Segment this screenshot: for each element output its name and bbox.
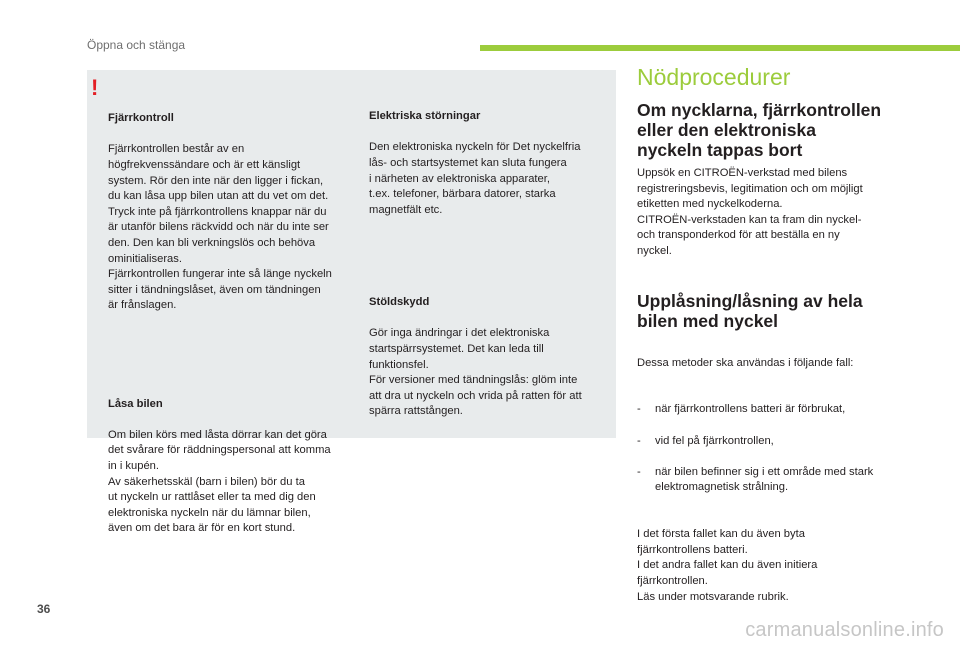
page-number: 36	[37, 602, 51, 616]
section-title: Nödprocedurer	[637, 64, 791, 90]
warning-heading: Låsa bilen	[108, 397, 163, 410]
exclamation-icon: !	[91, 75, 99, 100]
heading-lost-keys: Om nycklarna, fjärrkontrollen eller den elektroniska nyckeln tappas bort	[637, 100, 882, 160]
warning-text: Om bilen körs med låsta dörrar kan det göra det svårare för räddningspersonal att komma in i kupén. Av säkerhetsskäl (barn i bilen) bör du ta ut nyckeln ur rattlåset eller ta med dig den elektroniska nyckeln när du lämnar bilen, även om det bara är för en kort stund.	[108, 428, 331, 535]
paragraph-lost-keys: Uppsök en CITROËN-verkstad med bilens registreringsbevis, legitimation och om möjligt etiketten med nyckelkoderna. CITROËN-verkstaden kan ta fram din nyckel- och transponderkod för att beställa en ny nyckel.	[637, 167, 863, 257]
list-item: - vid fel på fjärrkontrollen,	[637, 434, 774, 447]
warning-text: Gör inga ändringar i det elektroniska startspärrsystemet. Det kan leda till funktionsfel. För versioner med tändningslås: glöm inte att dra ut nyckeln och vrida på ratten för att spärra rattstången.	[369, 327, 582, 418]
list-item: - när bilen befinner sig i ett område med stark elektromagnetisk strålning.	[637, 465, 874, 494]
running-header: Öppna och stänga	[87, 38, 186, 52]
warning-left-column	[108, 80, 356, 584]
list-item-text: när bilen befinner sig i ett område med stark elektromagnetisk strålning.	[655, 465, 874, 494]
conditions-list	[637, 387, 927, 512]
warning-heading: Fjärrkontroll	[108, 112, 174, 125]
watermark: carmanualsonline.info	[745, 619, 944, 641]
intro-text: Dessa metoder ska användas i följande fall:	[637, 356, 854, 369]
paragraph-manual-unlock	[637, 340, 927, 621]
warning-text: Den elektroniska nyckeln för Det nyckelfria lås- och startsystemet kan sluta fungera i närheten av elektroniska apparater, t.ex. telefoner, bärbara datorer, starka magnetfält etc.	[369, 141, 581, 216]
list-item-text: vid fel på fjärrkontrollen,	[655, 434, 774, 447]
warning-section	[108, 96, 356, 330]
warning-heading: Stöldskydd	[369, 296, 430, 309]
header-accent-bar	[480, 45, 960, 51]
warning-middle-column	[369, 78, 609, 467]
warning-text: Fjärrkontrollen består av en högfrekvenssändare och är ett känsligt system. Rör den inte när den ligger i fickan, du kan låsa upp bilen utan att du vet om det. Tryck inte på fjärrkontrollens knappar när du är utanför bilens räckvidd och när du inte ser den. Den kan bli verkningslös och behöva ominitialiseras. Fjärrkontrollen fungerar inte så länge nyckeln sitter i tändningslåset, även om tändningen är frånslagen.	[108, 143, 332, 312]
warning-heading: Elektriska störningar	[369, 110, 481, 123]
warning-section	[369, 94, 609, 234]
heading-manual-unlock: Upplåsning/låsning av hela bilen med nyckel	[637, 291, 863, 331]
closing-text: I det första fallet kan du även byta fjärrkontrollens batteri. I det andra fallet kan du även initiera fjärrkontrollen. Läs under motsvarande rubrik.	[637, 528, 818, 603]
list-item-text: när fjärrkontrollens batteri är förbrukat,	[655, 403, 846, 416]
warning-section	[369, 280, 609, 436]
list-item: - när fjärrkontrollens batteri är förbrukat,	[637, 403, 846, 416]
warning-section	[108, 381, 356, 553]
